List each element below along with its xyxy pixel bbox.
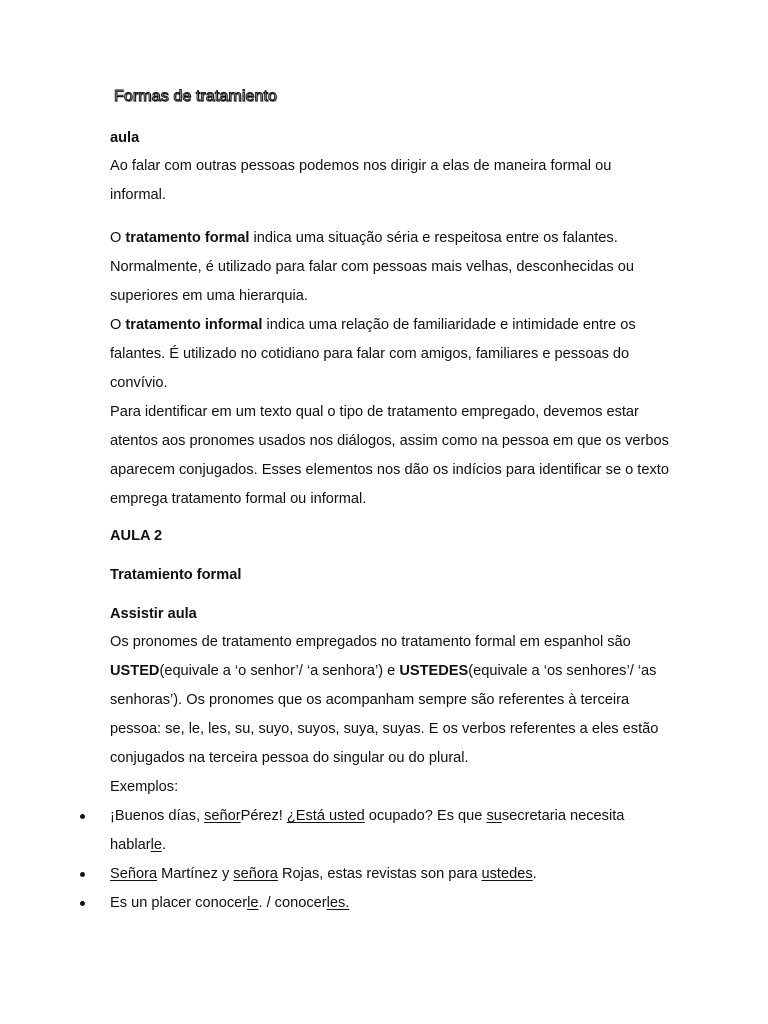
subheading-text: Tratamiento formal — [110, 567, 242, 583]
subheading-tratamiento-formal — [110, 561, 670, 590]
list-item — [110, 802, 670, 860]
text-run: Es un placer conocer — [110, 895, 248, 911]
paragraph-formal — [110, 224, 670, 311]
document-title: Formas de tratamiento — [114, 88, 278, 105]
underlined-word: les. — [326, 895, 350, 911]
underlined-word: le — [247, 895, 259, 911]
term-usted: USTED — [110, 663, 160, 679]
term-formal: tratamento formal — [125, 230, 250, 246]
text-run: Os pronomes de tratamento empregados no tratamento formal em espanhol são — [110, 634, 631, 650]
examples-list — [110, 802, 670, 918]
heading-text: aula — [110, 130, 140, 146]
list-item — [110, 889, 670, 918]
text-run: indica uma relação de familiaridade e intimidade entre os falantes. É utilizado no cotidiano para falar com amigos, familiares e pessoas do convívio. — [110, 317, 636, 391]
underlined-word: su — [486, 808, 502, 824]
text-run: . — [532, 866, 537, 882]
section-heading-aula-2 — [110, 522, 670, 551]
text-run: secretaria necesita hablar — [110, 808, 625, 853]
text-run: indica uma situação séria e respeitosa entre os falantes. Normalmente, é utilizado para falar com pessoas mais velhas, desconhecidas ou superiores em uma hierarquia. — [110, 230, 635, 304]
paragraph-informal — [110, 311, 670, 398]
heading-text: AULA 2 — [110, 528, 163, 544]
text-run: ¡Buenos días, — [110, 808, 205, 824]
text-run: Martínez y — [157, 866, 234, 882]
text-run: O — [110, 230, 126, 246]
text-run: Pérez! — [240, 808, 287, 824]
text-run: (equivale a ‘os senhores’/ ‘as senhoras’). Os pronomes que os acompanham sempre são referentes à terceira pessoa: se, le, les, su, suyo, suyos, suya, suyas. E os verbos referentes a eles estão conjugados na terceira pessoa do singular ou do plural. — [110, 663, 659, 766]
underlined-word: ¿Está usted — [286, 808, 365, 824]
underlined-word: Señora — [110, 866, 158, 882]
term-ustedes: USTEDES — [399, 663, 469, 679]
underlined-word: señora — [233, 866, 278, 882]
examples-label: Exemplos: — [110, 779, 179, 795]
paragraph-pronouns — [110, 628, 670, 773]
text-run: Rojas, estas revistas son para — [277, 866, 482, 882]
paragraph-intro: Ao falar com outras pessoas podemos nos dirigir a elas de maneira formal ou informal. — [110, 158, 612, 203]
section-heading-aula — [110, 124, 670, 153]
underlined-word: le — [150, 837, 162, 853]
paragraph-identify: Para identificar em um texto qual o tipo de tratamento empregado, devemos estar atentos aos pronomes usados nos diálogos, assim como na pessoa em que os verbos aparecem conjugados. Esses elementos nos dão os indícios para identificar se o texto emprega tratamento formal ou informal. — [110, 404, 669, 507]
text-run: . — [161, 837, 166, 853]
term-informal: tratamento informal — [125, 317, 263, 333]
underlined-word: ustedes — [481, 866, 533, 882]
text-run: (equivale a ‘o senhor’/ ‘a senhora’) e — [159, 663, 400, 679]
text-run: O — [110, 317, 126, 333]
assist-text: Assistir aula — [110, 606, 197, 622]
list-item — [110, 860, 670, 889]
underlined-word: señor — [204, 808, 241, 824]
text-run: ocupado? Es que — [364, 808, 487, 824]
assist-label — [110, 600, 670, 629]
text-run: . / conocer — [258, 895, 327, 911]
